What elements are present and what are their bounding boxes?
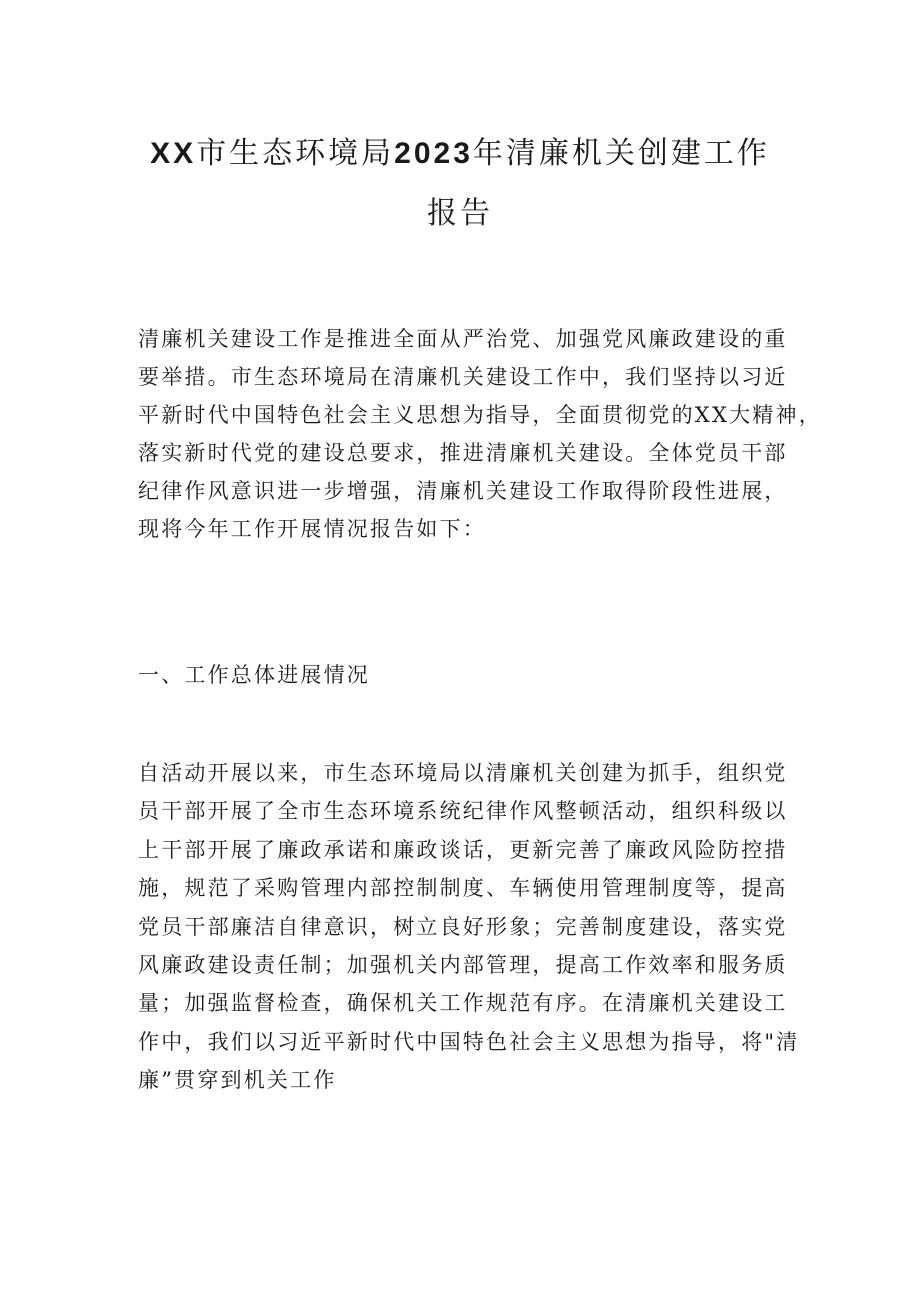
paragraph-line: 上干部开展了廉政承诺和廉政谈话，更新完善了廉政风险防控措 xyxy=(138,837,788,862)
paragraph-line: 纪律作风意识进一步增强，清廉机关建设工作取得阶段性进展， xyxy=(138,479,788,503)
paragraph-line: 落实新时代党的建设总要求，推进清廉机关建设。全体党员干部 xyxy=(138,441,788,465)
document-title-line-2: 报告 xyxy=(427,196,493,231)
progress-paragraph xyxy=(138,754,798,1100)
paragraph-line: 平新时代中国特色社会主义思想为指导，全面贯彻党的XX大精神， xyxy=(138,403,822,427)
paragraph-line: 自活动开展以来，市生态环境局以清廉机关创建为抓手，组织党 xyxy=(138,761,788,785)
paragraph-line: 党员干部廉洁自律意识，树立良好形象；完善制度建设，落实党 xyxy=(138,914,788,939)
paragraph-line: 员干部开展了全市生态环境系统纪律作风整顿活动，组织科级以 xyxy=(138,799,788,824)
section-heading xyxy=(138,656,798,694)
paragraph-line: 量；加强监督检查，确保机关工作规范有序。在清廉机关建设工 xyxy=(138,991,788,1016)
intro-paragraph xyxy=(138,320,822,548)
section-heading-text: 一、工作总体进展情况 xyxy=(138,663,370,687)
paragraph-line: 现将今年工作开展情况报告如下： xyxy=(138,517,486,541)
document-title-line-1: XX市生态环境局2023年清廉机关创建工作 xyxy=(150,136,770,171)
paragraph-line: 风廉政建设责任制；加强机关内部管理，提高工作效率和服务质 xyxy=(138,952,788,977)
paragraph-line: 廉”贯穿到机关工作 xyxy=(138,1068,337,1093)
paragraph-line: 作中，我们以习近平新时代中国特色社会主义思想为指导，将"清 xyxy=(138,1029,800,1054)
paragraph-line: 要举措。市生态环境局在清廉机关建设工作中，我们坚持以习近 xyxy=(138,365,788,389)
paragraph-line: 施，规范了采购管理内部控制制度、车辆使用管理制度等，提高 xyxy=(138,876,788,901)
paragraph-line: 清廉机关建设工作是推进全面从严治党、加强党风廉政建设的重 xyxy=(138,327,788,351)
